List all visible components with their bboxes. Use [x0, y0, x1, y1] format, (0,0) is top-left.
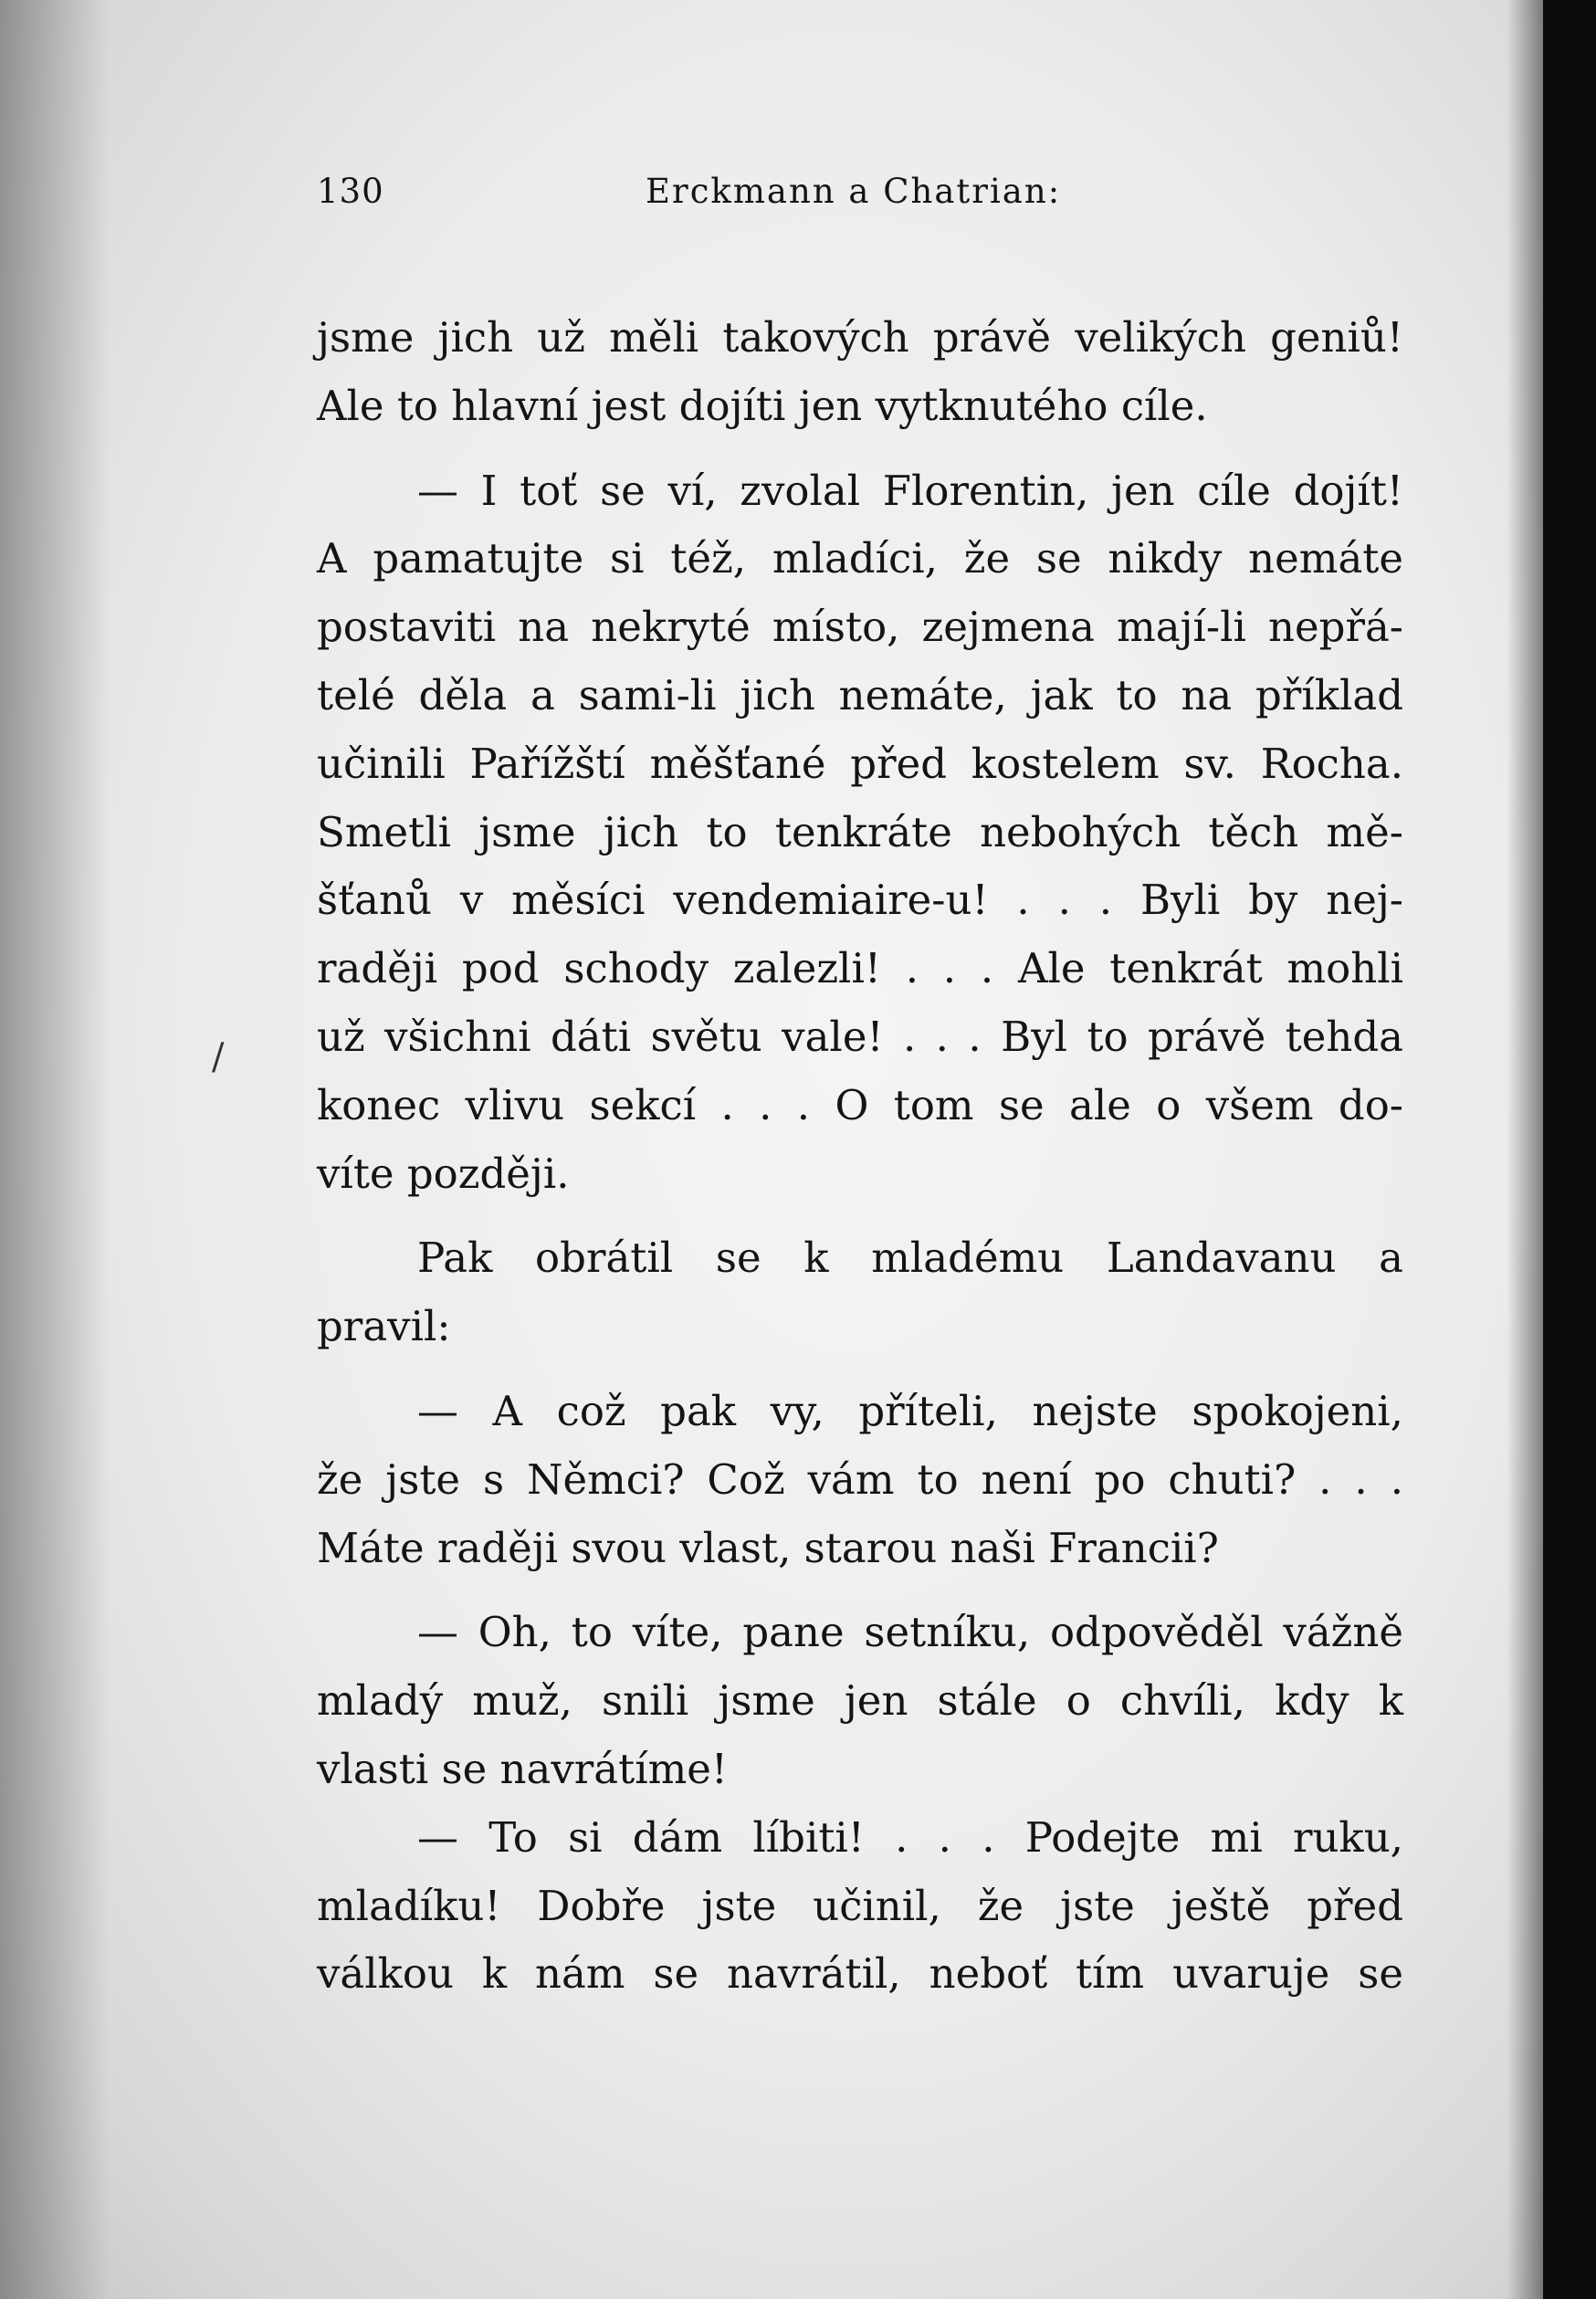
text-line: jsme jich už měli takových právě velikých geniů! [317, 313, 1403, 362]
text-line: — A což pak vy, příteli, nejste spokojeni, [417, 1386, 1403, 1435]
left-edge-shadow [0, 0, 110, 2299]
text-line: válkou k nám se navrátil, neboť tím uvaruje se [317, 1949, 1403, 1999]
text-line: Pak obrátil se k mladému Landavanu a [417, 1233, 1403, 1283]
running-title: Erckmann a Chatrian: [646, 172, 1062, 211]
text-line: — I toť se ví, zvolal Florentin, jen cíle dojít! [417, 466, 1403, 515]
text-line: telé děla a sami-li jich nemáte, jak to na příklad [317, 670, 1403, 719]
text-line: Ale to hlavní jest dojíti jen vytknutého cíle. [317, 381, 1208, 430]
text-line: — Oh, to víte, pane setníku, odpověděl vážně [417, 1608, 1403, 1657]
text-line: Máte raději svou vlast, starou naši Francii? [317, 1523, 1219, 1572]
right-edge-shadow [1507, 0, 1543, 2299]
body-text [317, 304, 1403, 2009]
text-line: že jste s Němci? Což vám to není po chuti? . . . [317, 1454, 1403, 1504]
text-line: učinili Pařížští měšťané před kostelem sv. Rocha. [317, 739, 1403, 788]
text-line: pravil: [317, 1302, 451, 1351]
text-line: vlasti se navrátíme! [317, 1744, 728, 1793]
text-line: — To si dám líbiti! . . . Podejte mi ruku, [417, 1812, 1403, 1862]
page-number: 130 [317, 172, 384, 211]
text-line: mladý muž, snili jsme jen stále o chvíli, kdy k [317, 1676, 1403, 1726]
text-line: mladíku! Dobře jste učinil, že jste ještě před [317, 1881, 1403, 1930]
text-line: konec vlivu sekcí . . . O tom se ale o všem do- [317, 1080, 1403, 1129]
text-line: raději pod schody zalezli! . . . Ale tenkrát mohli [317, 944, 1403, 993]
running-head [317, 172, 1403, 226]
text-line: postaviti na nekryté místo, zejmena mají-li nepřá- [317, 603, 1403, 652]
stray-mark: / [212, 1036, 225, 1078]
text-line: víte později. [317, 1149, 570, 1198]
text-line: šťanů v měsíci vendemiaire-u! . . . Byli by nej- [317, 876, 1403, 925]
book-page [317, 172, 1403, 2009]
scan-border [1543, 0, 1596, 2299]
text-line: A pamatujte si též, mladíci, že se nikdy nemáte [317, 534, 1403, 583]
text-line: už všichni dáti světu vale! . . . Byl to právě tehda [317, 1012, 1403, 1061]
text-line: Smetli jsme jich to tenkráte nebohých těch mě- [317, 807, 1403, 856]
